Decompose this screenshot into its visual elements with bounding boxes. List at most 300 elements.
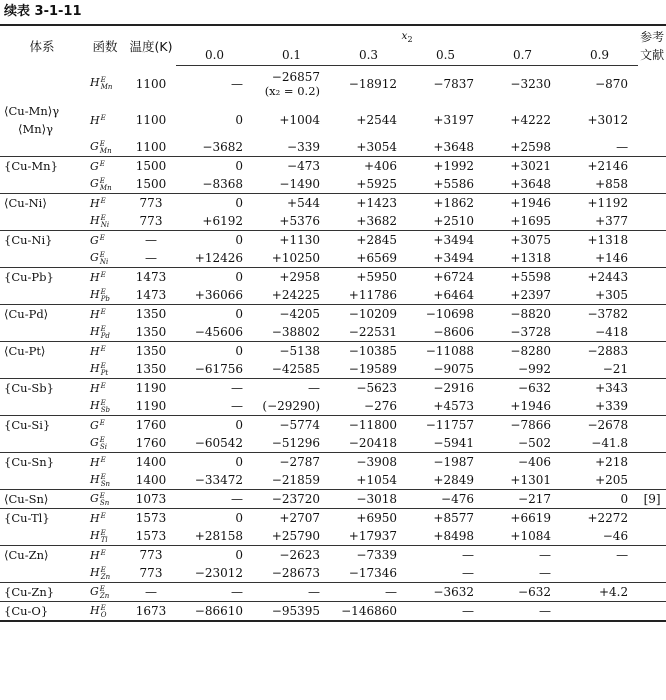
table-row: [0, 102, 666, 138]
value-cell: [561, 602, 638, 622]
system-cell: [0, 416, 84, 435]
function-superscript: E: [99, 418, 105, 427]
value-cell: [330, 416, 407, 435]
system-cell: [0, 602, 84, 622]
system-cell: [0, 360, 84, 379]
function-subscript: Mn: [100, 83, 113, 92]
value-text: —: [385, 585, 397, 599]
value-cell: [176, 102, 253, 138]
function-symbol: G: [90, 250, 99, 264]
value-text: −10209: [348, 307, 397, 321]
system-cell: [0, 453, 84, 472]
function-superscript: E: [100, 307, 106, 316]
value-cell: [561, 564, 638, 583]
value-text: +2845: [356, 233, 397, 247]
value-text: −8820: [510, 307, 551, 321]
value-text: +1084: [510, 529, 551, 543]
value-cell: [561, 342, 638, 361]
header-x2: [176, 25, 638, 45]
table-row: [0, 175, 666, 194]
composition-note: (x₂ = 0.2): [264, 84, 320, 98]
value-text: +5586: [433, 177, 474, 191]
value-cell: [561, 138, 638, 157]
function-superscript: E: [100, 213, 106, 222]
value-cell: [253, 102, 330, 138]
value-cell: [484, 397, 561, 416]
value-text: −38802: [271, 325, 320, 339]
value-text: +858: [595, 177, 629, 191]
function-subscript: Sb: [100, 405, 110, 414]
value-text: −7339: [356, 548, 397, 562]
table-row: [0, 602, 666, 622]
function-symbol: G: [90, 435, 99, 449]
value-text: +1318: [587, 233, 629, 247]
temperature-cell: 1573: [126, 509, 176, 528]
reference-cell: [638, 249, 666, 268]
temperature-cell: 1100: [135, 76, 167, 91]
function-cell: [84, 194, 126, 213]
value-text: −19589: [348, 362, 397, 376]
temperature-cell: 1100: [135, 113, 167, 127]
reference-cell: [638, 509, 666, 528]
function-symbol: H: [90, 565, 100, 579]
value-text: +12426: [194, 251, 243, 265]
value-cell: [330, 546, 407, 565]
temperature-cell: —: [126, 231, 176, 250]
value-text: —: [231, 492, 243, 506]
function-superscript: E: [100, 381, 106, 390]
value-text: —: [308, 381, 320, 395]
function-cell: [84, 527, 126, 546]
system-cell: [0, 490, 84, 509]
value-cell: [176, 602, 253, 622]
value-text: +1004: [279, 113, 320, 127]
value-cell: [330, 453, 407, 472]
value-text: −3682: [202, 140, 243, 154]
value-text: +1992: [433, 159, 474, 173]
value-cell: [176, 212, 253, 231]
value-cell: [253, 323, 330, 342]
function-symbol: H: [90, 113, 100, 127]
function-cell: [84, 175, 126, 194]
reference-cell: [9]: [638, 490, 666, 509]
system-name: {Cu-Ni}: [4, 233, 53, 247]
value-text: —: [616, 548, 629, 562]
value-text: +5925: [356, 177, 397, 191]
reference-cell: [638, 360, 666, 379]
temperature-cell: 1400: [135, 473, 167, 487]
value-cell: [253, 138, 330, 157]
value-text: +2598: [510, 140, 551, 154]
function-superscript: E: [99, 176, 105, 185]
reference-cell: [638, 471, 666, 490]
value-text: 0: [235, 233, 243, 247]
header-x-value: 0.3: [330, 45, 407, 66]
function-superscript: E: [100, 361, 106, 370]
header-reference: [638, 25, 666, 66]
value-cell: [330, 602, 407, 622]
value-cell: [484, 564, 561, 583]
table-row: [0, 268, 666, 287]
value-cell: [330, 249, 407, 268]
value-text: −473: [287, 159, 320, 173]
value-text: +8498: [433, 529, 474, 543]
value-text: +1423: [356, 196, 397, 210]
reference-cell: [638, 546, 666, 565]
function-cell: [84, 397, 126, 416]
table-row: [0, 379, 666, 398]
value-cell: [484, 102, 561, 138]
value-text: 0: [235, 196, 243, 210]
value-cell: [253, 212, 330, 231]
value-text: +10250: [271, 251, 320, 265]
system-cell: [0, 175, 84, 194]
value-cell: [484, 453, 561, 472]
function-symbol: H: [90, 324, 100, 338]
function-symbol: G: [90, 233, 99, 247]
value-text: −28673: [271, 566, 320, 580]
value-text: −3018: [356, 492, 397, 506]
value-text: −476: [441, 492, 474, 506]
value-text: +3494: [433, 251, 474, 265]
function-symbol: H: [90, 76, 100, 90]
value-cell: [253, 157, 330, 176]
value-cell: [561, 305, 638, 324]
reference-cell: [638, 286, 666, 305]
value-text: −2623: [279, 548, 320, 562]
value-cell: [253, 602, 330, 622]
system-name: {Cu-Pb}: [4, 270, 54, 284]
value-text: −276: [364, 399, 397, 413]
value-cell: [253, 175, 330, 194]
value-text: −7866: [510, 418, 551, 432]
value-text: −41.8: [591, 436, 629, 450]
value-text: −406: [518, 455, 551, 469]
value-cell: [176, 546, 253, 565]
function-subscript: Si: [99, 442, 107, 451]
function-superscript: E: [99, 491, 105, 500]
value-cell: [484, 360, 561, 379]
function-superscript: E: [100, 113, 106, 122]
table-caption: 续表 3-1-11: [4, 4, 82, 19]
value-cell: [407, 323, 484, 342]
temperature-cell: 1350: [135, 325, 167, 339]
value-text: +3682: [356, 214, 397, 228]
value-text: 0: [235, 418, 243, 432]
temperature-cell: 1400: [126, 453, 176, 472]
value-text: −5623: [356, 381, 397, 395]
function-superscript: E: [100, 565, 106, 574]
system-cell: [0, 66, 84, 103]
system-name: ⟨Cu-Pt⟩: [4, 344, 46, 358]
value-text: +1695: [510, 214, 551, 228]
function-superscript: E: [99, 584, 105, 593]
function-cell: [84, 157, 126, 176]
value-text: +2510: [433, 214, 474, 228]
function-cell: [84, 583, 126, 602]
value-cell: [484, 212, 561, 231]
function-superscript: E: [99, 250, 105, 259]
system-phase: ⟨Mn⟩γ: [18, 122, 54, 136]
value-cell: [561, 379, 638, 398]
value-cell: [253, 471, 330, 490]
value-text: 0: [235, 548, 243, 562]
function-superscript: E: [100, 344, 106, 353]
value-text: +406: [364, 159, 397, 173]
value-cell: [484, 286, 561, 305]
system-cell: [0, 379, 84, 398]
value-text: 0: [235, 159, 243, 173]
value-cell: [330, 138, 407, 157]
value-text: +1192: [587, 196, 629, 210]
temperature-cell: 1350: [135, 362, 167, 376]
value-cell: [407, 249, 484, 268]
value-text: −146860: [341, 604, 397, 618]
function-superscript: E: [100, 548, 106, 557]
function-cell: [84, 212, 126, 231]
value-text: (−29290): [262, 399, 320, 413]
system-cell: [0, 527, 84, 546]
table-row: [0, 305, 666, 324]
system-name: ⟨Cu-Ni⟩: [4, 196, 47, 210]
value-cell: [484, 231, 561, 250]
temperature-cell: 1500: [135, 177, 167, 191]
temperature-cell: 773: [126, 194, 176, 213]
value-text: −10385: [348, 344, 397, 358]
value-cell: [561, 102, 638, 138]
value-text: —: [462, 548, 474, 562]
value-text: +28158: [194, 529, 243, 543]
value-text: +205: [595, 473, 629, 487]
table-row: [0, 546, 666, 565]
value-cell: [330, 194, 407, 213]
value-text: −11757: [425, 418, 474, 432]
header-x-sub: 2: [407, 35, 413, 44]
value-cell: [561, 490, 638, 509]
value-cell: [253, 268, 330, 287]
value-text: +2958: [279, 270, 320, 284]
value-cell: [330, 397, 407, 416]
value-cell: [330, 342, 407, 361]
value-cell: [253, 194, 330, 213]
function-cell: [84, 323, 126, 342]
table-row: [0, 66, 666, 103]
function-cell: [84, 546, 126, 565]
value-text: −5774: [279, 418, 320, 432]
value-text: −23720: [271, 492, 320, 506]
function-cell: [84, 305, 126, 324]
value-cell: [484, 434, 561, 453]
value-text: 0: [235, 270, 243, 284]
value-cell: [176, 157, 253, 176]
function-cell: [84, 138, 126, 157]
table-row: [0, 212, 666, 231]
value-text: +11786: [348, 288, 397, 302]
value-cell: [561, 509, 638, 528]
system-cell: [0, 471, 84, 490]
value-text: +3075: [510, 233, 551, 247]
temperature-cell: 773: [126, 546, 176, 565]
value-cell: [176, 175, 253, 194]
function-cell: [84, 66, 126, 103]
system-cell: [0, 212, 84, 231]
value-text: +3021: [510, 159, 551, 173]
system-name: ⟨Cu-Pd⟩: [4, 307, 49, 321]
function-symbol: H: [90, 213, 100, 227]
value-cell: [407, 342, 484, 361]
table-row: [0, 416, 666, 435]
header-x-value: 0.1: [253, 45, 330, 66]
reference-cell: [638, 416, 666, 435]
value-cell: [253, 546, 330, 565]
value-cell: [561, 157, 638, 176]
value-cell: [561, 527, 638, 546]
value-cell: [330, 471, 407, 490]
temperature-cell: 1760: [126, 416, 176, 435]
function-cell: [84, 268, 126, 287]
value-cell: [176, 583, 253, 602]
value-text: +377: [595, 214, 629, 228]
value-text: +4.2: [598, 585, 629, 599]
value-text: −23012: [194, 566, 243, 580]
value-text: —: [231, 399, 243, 413]
table-row: [0, 434, 666, 453]
value-text: −11800: [348, 418, 397, 432]
function-superscript: E: [100, 287, 106, 296]
temperature-cell: 1350: [126, 342, 176, 361]
table-row: [0, 360, 666, 379]
value-text: −4205: [279, 307, 320, 321]
function-symbol: H: [90, 548, 100, 562]
value-cell: [253, 305, 330, 324]
value-text: −18912: [348, 77, 397, 91]
value-text: +544: [287, 196, 320, 210]
temperature-cell: 1673: [126, 602, 176, 622]
value-text: —: [231, 585, 243, 599]
header-ref-line1: 参考: [640, 29, 665, 44]
value-cell: [407, 416, 484, 435]
value-cell: [407, 564, 484, 583]
system-name: {Cu-Sn}: [4, 455, 55, 469]
function-cell: [84, 602, 126, 622]
value-cell: [176, 453, 253, 472]
function-superscript: E: [100, 324, 106, 333]
value-cell: [484, 66, 561, 103]
function-superscript: E: [99, 139, 105, 148]
function-subscript: Mn: [99, 146, 112, 155]
value-text: 0: [235, 455, 243, 469]
value-cell: [407, 379, 484, 398]
value-text: +6569: [356, 251, 397, 265]
function-symbol: H: [90, 603, 100, 617]
value-cell: [176, 268, 253, 287]
value-cell: [407, 305, 484, 324]
value-cell: [484, 602, 561, 622]
value-cell: [484, 527, 561, 546]
value-text: +2146: [587, 159, 629, 173]
value-cell: [484, 546, 561, 565]
value-text: −992: [518, 362, 551, 376]
function-symbol: G: [90, 491, 99, 505]
value-cell: [561, 416, 638, 435]
value-cell: [253, 434, 330, 453]
value-text: −3632: [433, 585, 474, 599]
table-row: [0, 490, 666, 509]
system-cell: [0, 564, 84, 583]
value-text: −2916: [433, 381, 474, 395]
value-text: +3648: [510, 177, 551, 191]
reference-cell: [638, 268, 666, 287]
temperature-cell: 1190: [126, 379, 176, 398]
function-subscript: O: [100, 610, 107, 619]
value-text: −9075: [433, 362, 474, 376]
temperature-cell: 1760: [135, 436, 167, 450]
function-cell: [84, 509, 126, 528]
function-symbol: H: [90, 196, 100, 210]
system-cell: [0, 323, 84, 342]
value-text: −339: [287, 140, 320, 154]
value-text: +6619: [510, 511, 551, 525]
value-text: +146: [595, 251, 629, 265]
function-superscript: E: [100, 472, 106, 481]
value-cell: [176, 527, 253, 546]
value-text: −7837: [433, 77, 474, 91]
value-text: −3782: [587, 307, 629, 321]
value-text: +339: [595, 399, 629, 413]
function-symbol: H: [90, 398, 100, 412]
temperature-cell: 1190: [135, 399, 167, 413]
table-row: [0, 286, 666, 305]
value-text: −3908: [356, 455, 397, 469]
value-cell: [407, 175, 484, 194]
value-cell: [330, 323, 407, 342]
temperature-cell: 1073: [126, 490, 176, 509]
value-cell: [407, 602, 484, 622]
value-cell: [407, 583, 484, 602]
value-cell: [561, 231, 638, 250]
value-text: +3197: [433, 113, 474, 127]
table-row: [0, 527, 666, 546]
function-superscript: E: [100, 603, 106, 612]
table-body: [0, 66, 666, 622]
value-text: +1946: [510, 399, 551, 413]
function-subscript: Ni: [100, 220, 110, 229]
value-cell: [561, 268, 638, 287]
table-row: [0, 138, 666, 157]
system-cell: [0, 286, 84, 305]
header-function: 函数: [84, 25, 126, 66]
value-text: −95395: [271, 604, 320, 618]
value-text: +3054: [356, 140, 397, 154]
value-cell: [407, 268, 484, 287]
reference-cell: [638, 175, 666, 194]
value-text: −2883: [587, 344, 629, 358]
value-text: −21859: [271, 473, 320, 487]
system-cell: [0, 305, 84, 324]
value-cell: [330, 490, 407, 509]
system-cell: [0, 268, 84, 287]
value-cell: [561, 453, 638, 472]
reference-cell: [638, 453, 666, 472]
function-symbol: H: [90, 361, 100, 375]
value-cell: [253, 231, 330, 250]
value-cell: [176, 509, 253, 528]
function-superscript: E: [100, 270, 106, 279]
value-cell: [484, 305, 561, 324]
value-cell: [407, 286, 484, 305]
temperature-cell: 1350: [126, 305, 176, 324]
value-cell: [484, 194, 561, 213]
